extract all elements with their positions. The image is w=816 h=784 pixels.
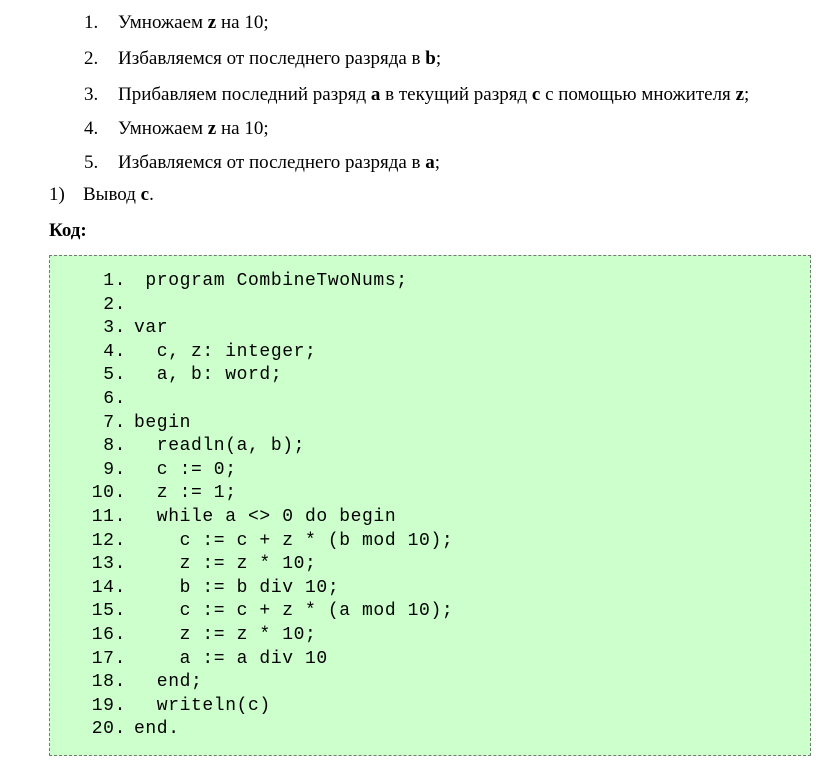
output-number: 1)	[49, 184, 65, 205]
code-text: writeln(c)	[134, 695, 271, 716]
code-line	[50, 317, 810, 341]
line-number: 18.	[91, 672, 126, 693]
line-number: 19.	[91, 695, 126, 716]
line-number: 20.	[91, 719, 126, 740]
code-text: while a <> 0 do begin	[134, 506, 397, 527]
line-number: 3.	[103, 318, 126, 339]
code-line	[50, 482, 810, 506]
code-text: a, b: word;	[134, 365, 283, 386]
line-number: 1.	[103, 271, 126, 291]
line-number: 13.	[91, 554, 126, 575]
code-text: a := a div 10	[134, 648, 328, 669]
code-heading: Код:	[49, 220, 87, 241]
code-line	[50, 695, 810, 719]
line-number: 8.	[103, 436, 126, 457]
line-number: 11.	[91, 506, 126, 527]
code-line	[50, 577, 810, 601]
line-number: 15.	[91, 601, 126, 622]
code-text: c := c + z * (a mod 10);	[134, 601, 454, 622]
output-step: 1) Вывод c.	[49, 184, 154, 205]
line-number: 16.	[91, 624, 126, 645]
code-text: c := 0;	[134, 459, 237, 480]
code-lines	[50, 270, 810, 742]
code-text: end;	[134, 672, 203, 693]
code-text: begin	[134, 412, 192, 433]
step-1: 1. Умножаем z на 10;	[84, 12, 269, 33]
line-number: 17.	[91, 648, 126, 669]
line-number: 6.	[103, 388, 126, 409]
line-number: 2.	[103, 294, 126, 315]
code-line	[50, 718, 810, 742]
code-text: z := z * 10;	[134, 624, 317, 645]
code-line	[50, 648, 810, 672]
code-line	[50, 530, 810, 554]
code-line	[50, 553, 810, 577]
line-number: 10.	[91, 483, 126, 504]
step-3: 3. Прибавляем последний разряд a в текущий разряд c с помощью множителя z;	[84, 84, 750, 105]
line-number: 14.	[91, 577, 126, 598]
code-text: program CombineTwoNums;	[134, 271, 408, 291]
code-text: c := c + z * (b mod 10);	[134, 530, 454, 551]
step-2: 2. Избавляемся от последнего разряда в b;	[84, 48, 442, 69]
code-line	[50, 388, 810, 412]
code-line	[50, 341, 810, 365]
code-line	[50, 671, 810, 695]
code-line	[50, 506, 810, 530]
code-line	[50, 412, 810, 436]
step-4: 4. Умножаем z на 10;	[84, 118, 269, 139]
code-line	[50, 600, 810, 624]
line-number: 7.	[103, 412, 126, 433]
code-line	[50, 270, 810, 294]
line-number: 12.	[91, 530, 126, 551]
step-number: 2.	[84, 48, 99, 69]
code-block	[49, 255, 811, 756]
step-number: 4.	[84, 118, 99, 139]
step-number: 3.	[84, 84, 99, 105]
step-number: 5.	[84, 152, 99, 173]
code-text: b := b div 10;	[134, 577, 340, 598]
code-text: var	[134, 318, 169, 339]
code-line	[50, 364, 810, 388]
code-line	[50, 459, 810, 483]
code-text: z := 1;	[134, 483, 237, 504]
line-number: 5.	[103, 365, 126, 386]
line-number: 4.	[103, 341, 126, 362]
code-text: c, z: integer;	[134, 341, 317, 362]
step-number: 1.	[84, 12, 99, 33]
code-text: readln(a, b);	[134, 436, 306, 457]
code-text: z := z * 10;	[134, 554, 317, 575]
code-text: end.	[134, 719, 180, 740]
step-5: 5. Избавляемся от последнего разряда в a;	[84, 152, 441, 173]
line-number: 9.	[103, 459, 126, 480]
code-line	[50, 624, 810, 648]
code-line	[50, 294, 810, 318]
code-line	[50, 435, 810, 459]
